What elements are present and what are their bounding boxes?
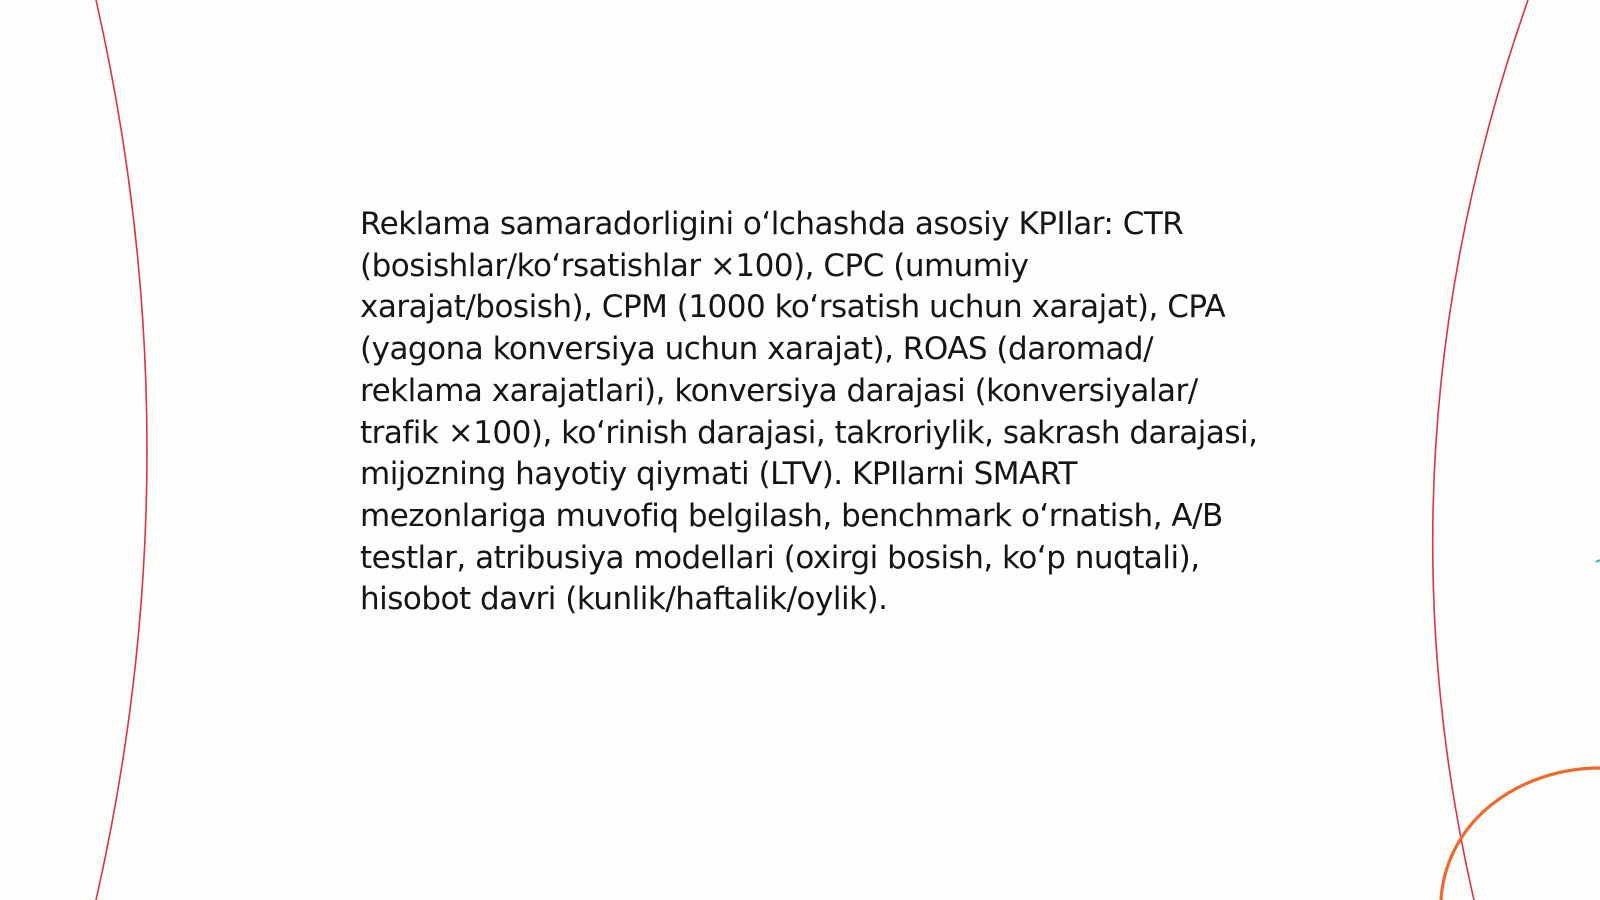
edge-accent-mark [1596, 560, 1600, 562]
left-arc-line [96, 0, 147, 900]
body-text: Reklama samaradorligini o‘lchashda asosiy KPIlar: CTR (bosishlar/ko‘rsatishlar ×100), CPC (umumiy xarajat/bosish), CPM (1000 ko‘rsatish uchun xarajat), CPA (yagona konversiya uchun xarajat), ROAS (daromad/ reklama xarajatlari), konversiya darajasi (konversiyalar/ trafik ×100), ko‘rinish darajasi, takroriylik, sakrash darajasi, mijozning hayotiy qiymati (LTV). KPIlarni SMART mezonlariga muvofiq belgilash, benchmark o‘rnatish, A/B testlar, atribusiya modellari (oxirgi bosish, ko‘p nuqtali), hisobot davri (kunlik/haftalik/oylik). [360, 206, 1258, 618]
right-arc-line [1433, 0, 1528, 900]
corner-arc-line [1441, 768, 1600, 900]
